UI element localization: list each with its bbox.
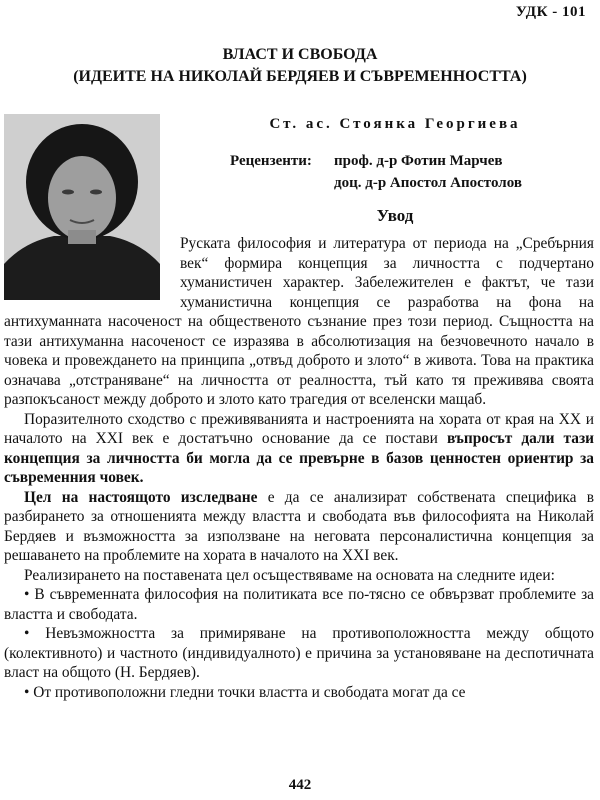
section-heading: Увод xyxy=(376,206,414,225)
udk-code: УДК - 101 xyxy=(515,4,586,20)
bullet-item-2: • Невъзможността за примиряване на противоположността между общото (колективното) и частното (индивидуалното) е причина за установяване на деспотичната власт на общото (Н. Бердяев). xyxy=(4,625,594,681)
page-number: 442 xyxy=(288,777,312,793)
author-name: Ст. ас. Стоянка Георгиева xyxy=(269,116,521,132)
reviewers-block xyxy=(230,150,522,194)
reviewer-1: проф. д-р Фотин Марчев xyxy=(334,153,503,169)
paragraph-3-bold: Цел на настоящото изследване xyxy=(24,488,258,506)
title-line-1: ВЛАСТ И СВОБОДА xyxy=(222,46,378,63)
paragraph-3 xyxy=(4,488,594,566)
paragraph-1: Руската философия и литература от периода на „Сребърния век“ формира концепция за личността с подчертано хуманистичен характер. Забележителен е фактът, че тази хуманистична концепция се разработва на фона на антихуманната насоченост на общественото съзнание през този период. Същността на тази антихуманна насоченост се изразява в абсолютизация на безчовечното начало в човека и провеждането на принципа „отвъд доброто и злото“ в живота. Това на практика означава „отстраняване“ на личността от реалността, тъй като тя преживява своята разпокъсаност между доброто и злото като трагедия от вселенски мащаб. xyxy=(4,235,594,408)
paragraph-3-text: е да се анализират собствената специфика в разбирането за отношенията между властта и свободата във философията на Николай Бердяев и възможността за използване на неговата персоналистична концепция за решаването на проблемите на хората в началото на XXI век. xyxy=(4,488,595,564)
paragraph-4: Реализирането на поставената цел осъществяваме на основата на следните идеи: xyxy=(24,566,555,584)
paragraph-2 xyxy=(4,410,594,488)
article-title xyxy=(0,44,600,88)
paragraph-2-text: Поразителното сходство с преживяванията и настроенията на хората от края на XX и началото на XXI век е достатъчно основание да се постави xyxy=(4,410,594,447)
reviewers-label: Рецензенти: xyxy=(230,153,312,169)
title-line-2: (ИДЕИТЕ НА НИКОЛАЙ БЕРДЯЕВ И СЪВРЕМЕННОСТТА) xyxy=(73,68,527,85)
paragraph-2-bold: въпросът дали тази концепция за личността би могла да се превърне в базов ценностен ориентир за съвременния човек. xyxy=(4,430,594,486)
bullet-item-3: • От противоположни гледни точки властта и свободата могат да се xyxy=(24,683,466,701)
bullet-item-1: • В съвременната философия на политиката все по-тясно се обвързват проблемите за властта и свободата. xyxy=(4,586,594,623)
article-body xyxy=(4,234,594,702)
reviewer-2: доц. д-р Апостол Апостолов xyxy=(334,175,522,191)
